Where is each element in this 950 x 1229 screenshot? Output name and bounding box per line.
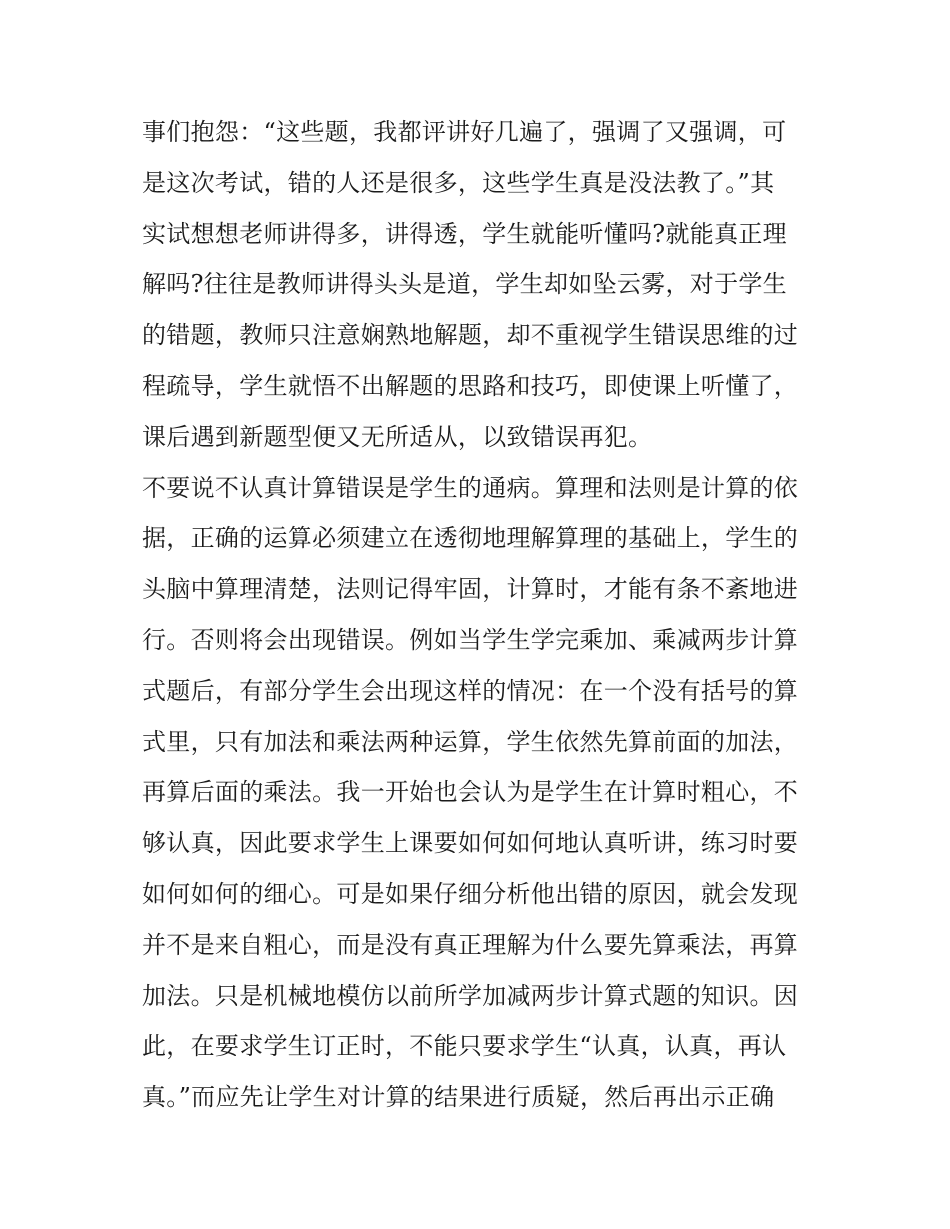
body-text [142,107,822,1123]
text-line: 事们抱怨：“这些题，我都评讲好几遍了，强调了又强调，可 [142,118,787,146]
text-line: 行。否则将会出现错误。例如当学生学完乘加、乘减两步计算 [142,625,799,654]
text-line: 并不是来自粗心，而是没有真正理解为什么要先算乘法，再算 [142,930,799,959]
text-line: 实试想想老师讲得多，讲得透，学生就能听懂吗?就能真正理 [142,219,787,248]
text-line: 程疏导，学生就悟不出解题的思路和技巧，即使课上听懂了， [142,371,799,400]
text-line: 式里，只有加法和乘法两种运算，学生依然先算前面的加法， [142,727,799,756]
text-line: 如何如何的细心。可是如果仔细分析他出错的原因，就会发现 [142,879,799,908]
text-line: 头脑中算理清楚，法则记得牢固，计算时，才能有条不紊地进 [142,575,799,604]
text-line: 是这次考试，错的人还是很多，这些学生真是没法教了。”其 [142,168,775,197]
text-line: 不要说不认真计算错误是学生的通病。算理和法则是计算的依 [142,473,799,502]
text-line: 此，在要求学生订正时，不能只要求学生“认真，认真，再认 [142,1032,787,1061]
text-line: 的错题，教师只注意娴熟地解题，却不重视学生错误思维的过 [142,321,799,350]
text-line: 据，正确的运算必须建立在透彻地理解算理的基础上，学生的 [142,524,799,553]
text-line: 再算后面的乘法。我一开始也会认为是学生在计算时粗心，不 [142,778,799,807]
text-line: 解吗?往往是教师讲得头头是道，学生却如坠云雾，对于学生 [142,270,787,299]
text-line: 加法。只是机械地模仿以前所学加减两步计算式题的知识。因 [142,981,799,1010]
text-line: 真。”而应先让学生对计算的结果进行质疑，然后再出示正确 [142,1083,775,1112]
text-line: 够认真，因此要求学生上课要如何如何地认真听讲，练习时要 [142,829,799,858]
text-line: 课后遇到新题型便又无所适从，以致错误再犯。 [142,422,653,451]
text-line: 式题后，有部分学生会出现这样的情况：在一个没有括号的算 [142,676,799,705]
